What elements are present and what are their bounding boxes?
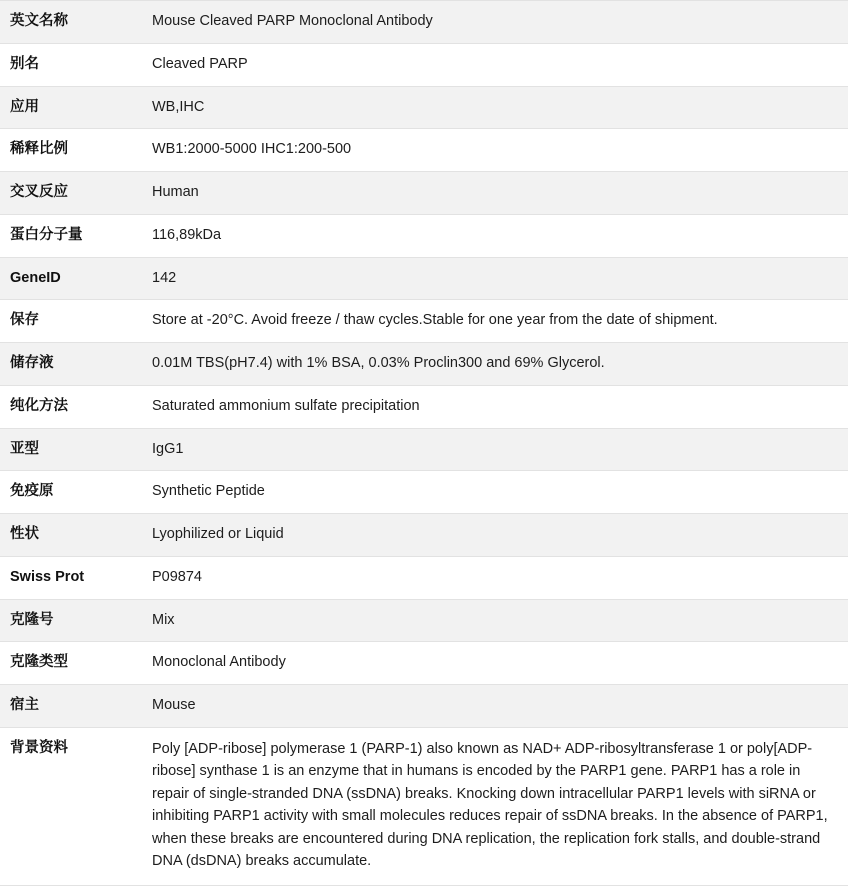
- row-value: Mouse Cleaved PARP Monoclonal Antibody: [152, 13, 433, 29]
- table-row: [0, 556, 848, 599]
- row-value: Human: [152, 184, 199, 200]
- row-label: 纯化方法: [10, 397, 68, 414]
- row-label: 储存液: [10, 355, 54, 371]
- row-label: 稀释比例: [10, 141, 68, 158]
- table-row-background: [0, 727, 848, 885]
- row-value: Store at -20°C. Avoid freeze / thaw cycles.Stable for one year from the date of shipment.: [152, 312, 718, 329]
- row-value: P09874: [152, 568, 202, 585]
- row-label: GeneID: [10, 269, 61, 286]
- row-label: Swiss Prot: [10, 568, 85, 585]
- row-value: Saturated ammonium sulfate precipitation: [152, 397, 420, 414]
- table-row: [0, 257, 848, 300]
- table-row: [0, 86, 848, 129]
- row-label: 宿主: [10, 697, 39, 713]
- row-label: 别名: [10, 55, 39, 72]
- table-row: [0, 172, 848, 215]
- table-row: [0, 43, 848, 86]
- table-row: [0, 428, 848, 471]
- row-label: 保存: [10, 312, 39, 329]
- row-value: 0.01M TBS(pH7.4) with 1% BSA, 0.03% Proclin300 and 69% Glycerol.: [152, 355, 605, 371]
- row-value: Mix: [152, 611, 175, 628]
- row-label: 克隆类型: [10, 654, 68, 671]
- table-row: [0, 685, 848, 728]
- table-row: [0, 385, 848, 428]
- row-value: Monoclonal Antibody: [152, 654, 286, 671]
- row-label: 英文名称: [10, 13, 68, 29]
- row-value: [138, 727, 848, 885]
- table-row: [0, 1, 848, 44]
- row-value: 142: [152, 269, 177, 286]
- row-label: 蛋白分子量: [10, 226, 83, 243]
- row-value: Mouse: [152, 697, 196, 713]
- row-value: WB1:2000-5000 IHC1:200-500: [152, 141, 352, 158]
- table-row: [0, 514, 848, 557]
- row-value: IgG1: [152, 440, 184, 457]
- row-label: 性状: [10, 526, 39, 542]
- row-value: 116,89kDa: [152, 226, 222, 243]
- row-label: 交叉反应: [10, 184, 68, 200]
- row-label: 免疫原: [10, 483, 54, 500]
- row-label: 应用: [10, 98, 39, 115]
- table-row: [0, 129, 848, 172]
- row-label: 克隆号: [10, 611, 54, 628]
- table-row: [0, 642, 848, 685]
- table-row: [0, 214, 848, 257]
- row-value: Lyophilized or Liquid: [152, 526, 284, 542]
- row-value: WB,IHC: [152, 98, 205, 115]
- row-label: 背景资料: [10, 739, 68, 756]
- table-row: [0, 599, 848, 642]
- table-row: [0, 471, 848, 514]
- row-value: Cleaved PARP: [152, 55, 248, 72]
- table-row: [0, 343, 848, 386]
- row-value: Synthetic Peptide: [152, 483, 265, 500]
- row-label: 亚型: [10, 440, 39, 457]
- table-row: [0, 300, 848, 343]
- background-text: Poly [ADP-ribose] polymerase 1 (PARP-1) also known as NAD+ ADP-ribosyltransferase 1 or poly[ADP-ribose] synthase 1 is an enzyme that in humans is encoded by the PARP1 gene. PARP1 has a role in repair of single-stranded DNA (ssDNA) breaks. Knocking down intracellular PARP1 levels with siRNA or inhibiting PARP1 activity with small molecules reduces repair of ssDNA breaks. In the absence of PARP1, when these breaks are encountered during DNA replication, the replication fork stalls, and double-strand DNA (dsDNA) breaks accumulate.: [152, 740, 828, 870]
